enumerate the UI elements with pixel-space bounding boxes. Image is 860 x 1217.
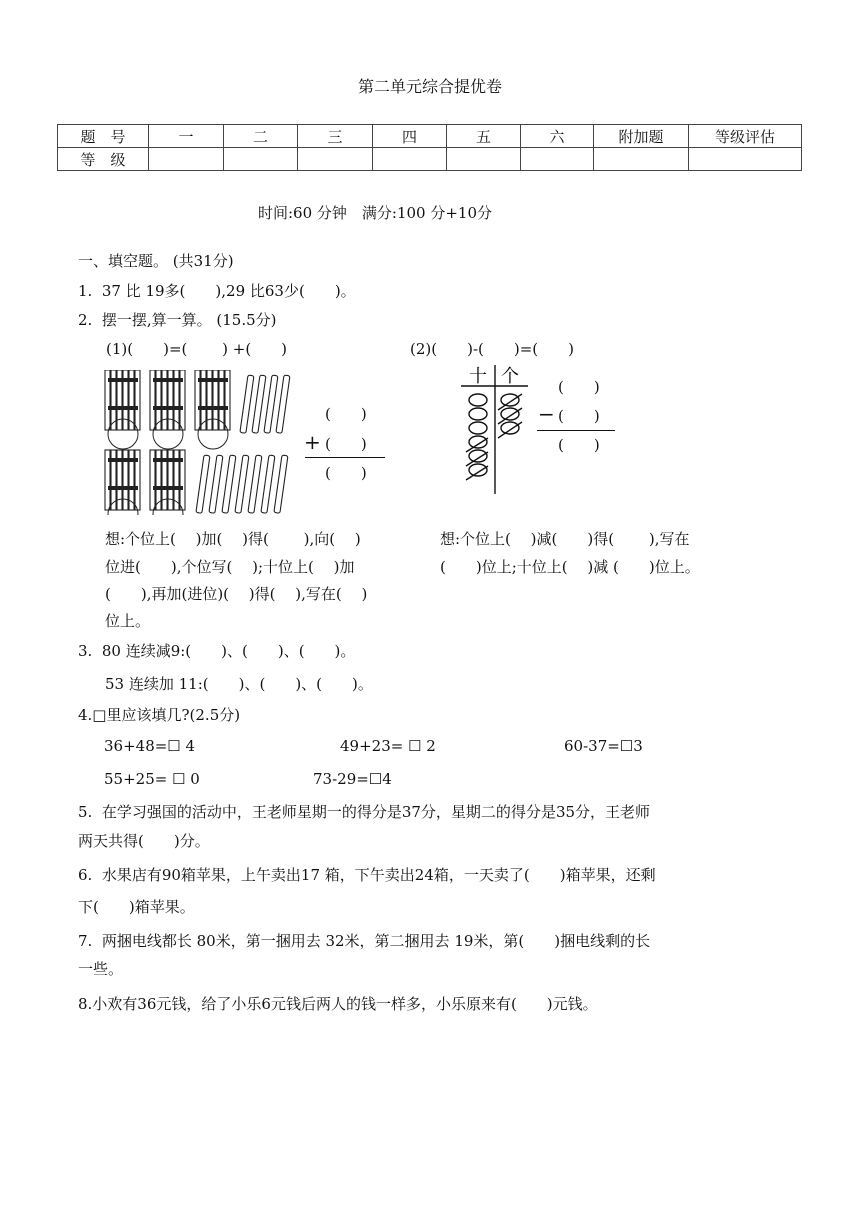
ten-stick-bundle — [105, 370, 140, 449]
addition-operand-1: ( ) — [325, 405, 367, 423]
grade-cell[interactable] — [224, 148, 298, 171]
bead — [469, 450, 487, 462]
question-6: 6. 水果店有90箱苹果，上午卖出17 箱，下午卖出24箱，一天卖了( )箱苹果，还剩 — [78, 866, 656, 884]
bead — [501, 408, 519, 420]
tens-label: 十 — [469, 366, 487, 387]
think-line: 想:个位上( )加( )得( ),向( ) — [105, 530, 361, 548]
question-7: 7. 两捆电线都长 80米，第一捆用去 32米，第二捆用去 19米，第( )捆电线剩的长 — [78, 932, 651, 950]
question-3-line-2: 53 连续加 11:( )、( )、( )。 — [105, 675, 373, 693]
score-header-cell: 五 — [447, 125, 521, 148]
q4-item: 36+48=☐ 4 — [104, 737, 196, 755]
single-stick — [222, 455, 236, 513]
addition-result: ( ) — [325, 464, 367, 482]
addition-line — [305, 457, 385, 458]
stick-bundles-illustration — [100, 370, 300, 515]
bead — [469, 394, 487, 406]
think-line: 想:个位上( )减( )得( ),写在 — [440, 530, 690, 548]
ones-label: 个 — [501, 366, 519, 387]
page-title: 第二单元综合提优卷 — [357, 77, 502, 96]
question-1: 1. 37 比 19多( ),29 比63少( )。 — [78, 282, 356, 300]
subtraction-operand-2: ( ) — [558, 407, 600, 425]
bead — [469, 408, 487, 420]
score-header-cell: 四 — [373, 125, 447, 148]
single-stick — [240, 375, 254, 433]
grade-cell[interactable] — [149, 148, 224, 171]
ten-stick-bundle — [150, 450, 185, 515]
question-7-line-2: 一些。 — [78, 960, 124, 978]
score-table — [57, 124, 802, 171]
grade-cell[interactable] — [594, 148, 689, 171]
bead — [469, 436, 487, 448]
think-line: ( )位上;十位上( )减 ( )位上。 — [440, 558, 700, 576]
grade-cell[interactable] — [447, 148, 521, 171]
q2-part1-equation: (1)( )=( ) +( ) — [106, 340, 288, 358]
score-table-grade-row — [58, 148, 802, 171]
single-stick — [261, 455, 275, 513]
score-header-cell: 六 — [521, 125, 594, 148]
single-stick — [276, 375, 290, 433]
question-6-line-2: 下( )箱苹果。 — [78, 898, 195, 916]
place-value-chart — [458, 362, 538, 497]
q4-item: 55+25= ☐ 0 — [104, 770, 200, 788]
ten-stick-bundle — [150, 370, 185, 449]
score-header-cell: 一 — [149, 125, 224, 148]
question-5: 5. 在学习强国的活动中，王老师星期一的得分是37分，星期二的得分是35分，王老师 — [78, 803, 651, 821]
q4-item: 60-37=☐3 — [564, 737, 643, 755]
single-stick — [209, 455, 223, 513]
q2-part2-equation: (2)( )-( )=( ) — [410, 340, 574, 358]
score-header-cell: 三 — [298, 125, 373, 148]
question-2-stem: 2. 摆一摆,算一算。 (15.5分) — [78, 311, 277, 329]
grade-cell[interactable] — [373, 148, 447, 171]
ten-stick-bundle — [105, 450, 140, 515]
plus-sign: + — [304, 430, 321, 454]
score-header-cell: 附加题 — [594, 125, 689, 148]
ten-stick-bundle — [195, 370, 230, 449]
single-stick — [235, 455, 249, 513]
grade-cell[interactable] — [298, 148, 373, 171]
score-header-cell: 二 — [224, 125, 298, 148]
think-line: ( ),再加(进位)( )得( ),写在( ) — [105, 585, 368, 603]
bead — [501, 422, 519, 434]
subtraction-operand-1: ( ) — [558, 378, 600, 396]
minus-sign: − — [538, 402, 555, 426]
addition-operand-2: ( ) — [325, 435, 367, 453]
bead — [501, 394, 519, 406]
single-stick — [264, 375, 278, 433]
single-stick — [248, 455, 262, 513]
subtraction-line — [537, 430, 615, 431]
think-line: 位上。 — [105, 612, 151, 630]
score-table-header-row — [58, 125, 802, 148]
score-header-cell: 题 号 — [58, 125, 149, 148]
single-stick — [252, 375, 266, 433]
q4-item: 73-29=☐4 — [313, 770, 392, 788]
subtraction-result: ( ) — [558, 436, 600, 454]
bead — [469, 464, 487, 476]
bead — [469, 422, 487, 434]
single-stick — [274, 455, 288, 513]
single-stick — [196, 455, 210, 513]
score-header-cell: 等级评估 — [689, 125, 802, 148]
question-3: 3. 80 连续减9:( )、( )、( )。 — [78, 642, 356, 660]
q4-item: 49+23= ☐ 2 — [340, 737, 436, 755]
time-info: 时间:60 分钟 满分:100 分+10分 — [258, 204, 493, 222]
think-line: 位进( ),个位写( );十位上( )加 — [105, 558, 355, 576]
grade-label-cell: 等 级 — [58, 148, 149, 171]
question-4-stem: 4.□里应该填几?(2.5分) — [78, 706, 241, 724]
grade-cell[interactable] — [689, 148, 802, 171]
question-8: 8.小欢有36元钱，给了小乐6元钱后两人的钱一样多，小乐原来有( )元钱。 — [78, 995, 598, 1013]
section-heading: 一、填空题。 (共31分) — [78, 252, 234, 270]
grade-cell[interactable] — [521, 148, 594, 171]
question-5-line-2: 两天共得( )分。 — [78, 832, 210, 850]
